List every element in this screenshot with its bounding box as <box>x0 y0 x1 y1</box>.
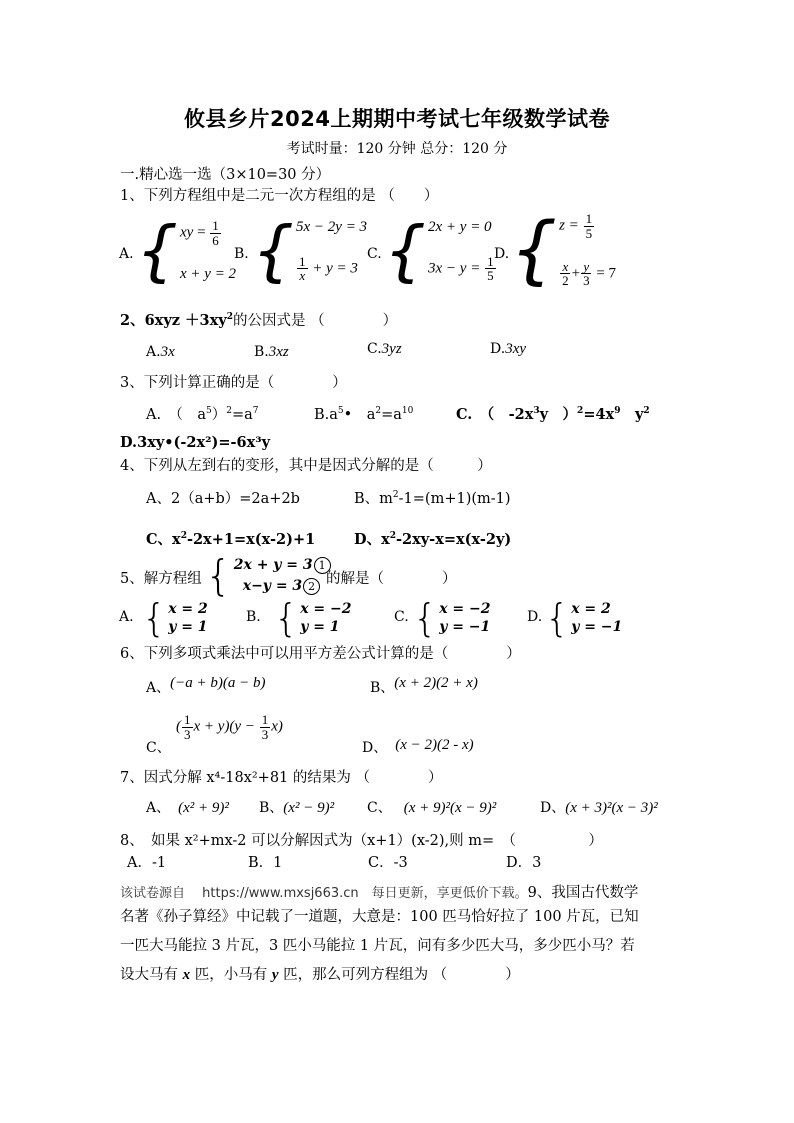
q7-option-a <box>146 797 229 817</box>
brace-icon: { <box>205 551 232 600</box>
source-notice: 该试卷源自 https://www.mxsj663.cn 每日更新，享更低价下载。 <box>120 886 528 901</box>
q2-option-d <box>490 341 526 358</box>
q4d-p2: -2xy-x=x(x-2y) <box>396 531 512 548</box>
q3a-sup3: 7 <box>252 406 259 416</box>
q6d-label: D、 <box>362 740 388 756</box>
q3c-sup2: 2 <box>577 406 584 416</box>
q6b-expr: (x + 2)(2 + x) <box>394 675 478 691</box>
q5-option-d-system <box>545 596 623 640</box>
q4c-p2: -2x+1=x(x-2)+1 <box>186 531 316 548</box>
q5d-line2: y = −1 <box>571 619 623 635</box>
q2-stem <box>120 309 397 330</box>
q5b-line1: x = −2 <box>300 601 352 617</box>
q4d-p1: D、x <box>354 531 390 548</box>
q7-stem: 7、因式分解 x⁴-18x²+81 的结果为 （ ） <box>120 770 443 786</box>
q3c-sup1: 3 <box>533 406 540 416</box>
q3a-p2: ） <box>211 407 227 423</box>
q7b-expr: (x² − 9)² <box>283 800 335 816</box>
q7a-expr: (x² + 9)² <box>178 800 229 816</box>
q2-option-b <box>254 344 289 361</box>
q8-stem: 8、 如果 x²+mx-2 可以分解因式为（x+1）(x-2),则 m= （ ） <box>120 833 603 849</box>
brace-icon: { <box>545 596 570 640</box>
q1-option-b-system <box>252 212 368 289</box>
q9-var-y: y <box>271 967 279 983</box>
q3a-p1: A. （ a <box>146 407 206 423</box>
q1-option-a-label: A. <box>119 246 134 262</box>
q9-body <box>120 903 680 990</box>
q4d-sup: 2 <box>389 531 396 541</box>
q7d-expr: (x + 3)²(x − 3)² <box>565 800 658 816</box>
q1d-fy-den: 3 <box>583 273 590 289</box>
q6a-label: A、 <box>146 680 171 696</box>
q1a-frac-num: 1 <box>212 218 219 233</box>
q6-stem: 6、下列多项式乘法中可以用平方差公式计算的是（ ） <box>120 646 521 662</box>
q7b-label: B、 <box>259 800 284 816</box>
q7c-label: C、 <box>367 800 392 816</box>
brace-icon: { <box>384 212 426 289</box>
q5b-line2: y = 1 <box>300 619 340 635</box>
q9-line2: 一匹大马能拉 3 片瓦，3 匹小马能拉 1 片瓦，问有多少匹大马，多少匹小马？若 <box>120 938 635 954</box>
q6-option-b <box>370 677 478 697</box>
brace-icon: { <box>136 212 178 289</box>
q6b-label: B、 <box>370 680 395 696</box>
q4-option-c <box>146 528 315 549</box>
q5-system <box>205 551 331 600</box>
q6-option-d <box>362 737 474 757</box>
q5-eq2: x−y = 3 <box>242 578 303 594</box>
q3c-p1: C. （ -2x <box>456 406 534 423</box>
q1d-line1: z = <box>559 217 583 234</box>
q2-b-expr: 3xz <box>268 344 289 360</box>
q1d-fx-num: x <box>562 258 569 274</box>
q3-option-a <box>146 403 258 424</box>
q4-option-a: A、2（a+b）=2a+2b <box>146 491 300 507</box>
q3b-p2: • a <box>343 407 376 423</box>
brace-icon: { <box>142 596 167 640</box>
q8-option-d: D．3 <box>506 855 542 871</box>
q3a-sup2: 2 <box>226 406 232 416</box>
q9-line3b: 匹，小马有 <box>190 967 272 983</box>
q6c-p1: ( <box>176 718 181 735</box>
q2-c-label: C. <box>367 341 382 357</box>
q5-option-a-label: A. <box>119 609 134 625</box>
q1c-frac-den: 5 <box>487 268 494 284</box>
q5c-line1: x = −2 <box>439 601 491 617</box>
q1a-line1: xy <box>180 224 194 241</box>
q4-option-d <box>354 528 511 549</box>
q8-option-b: B．1 <box>248 855 283 871</box>
q6c-p2: x + y)(y − <box>193 718 259 735</box>
q3b-p1: B.a <box>314 407 338 423</box>
q2-c-expr: 3yz <box>381 341 402 357</box>
q5d-line1: x = 2 <box>571 601 611 617</box>
q7-option-c <box>367 797 496 817</box>
q3b-sup2: 2 <box>375 406 382 416</box>
circled-number-2: 2 <box>303 578 320 595</box>
q4c-p1: C、x <box>146 531 181 548</box>
q6-option-a <box>146 677 265 697</box>
q1b-frac-den: x <box>299 268 306 284</box>
brace-icon: { <box>274 596 299 640</box>
q2-stem-a: 2、6xyz ＋3xy <box>120 312 227 329</box>
q2-option-c <box>367 341 402 358</box>
q1c-line1: 2x + y = 0 <box>428 219 492 235</box>
q7a-label: A、 <box>146 800 171 816</box>
q3a-p3: =a <box>231 407 253 423</box>
q3c-p2: y ） <box>539 406 578 423</box>
q1-option-c-system <box>384 212 497 289</box>
q4-option-b <box>354 487 511 508</box>
q2-a-expr: 3x <box>160 344 175 360</box>
q1b-line1: 5x − 2y = 3 <box>296 219 368 235</box>
q2-d-expr: 3xy <box>505 341 527 357</box>
q9-line1: 名著《孙子算经》中记载了一道题，大意是：100 匹马恰好拉了 100 片瓦，已知 <box>120 909 639 925</box>
q9-line3c: 匹，那么可列方程组为 （ ） <box>278 967 520 983</box>
q1d-fy-num: y <box>583 258 590 274</box>
q3b-sup1: 5 <box>337 406 344 416</box>
q7-option-b <box>259 797 334 817</box>
q1b-frac-num: 1 <box>299 253 306 269</box>
brace-icon: { <box>252 212 294 289</box>
q9-line3a: 设大马有 <box>120 967 183 983</box>
q6c-f1-num: 1 <box>184 712 191 727</box>
q5-option-b-label: B. <box>246 609 261 625</box>
q4c-sup: 2 <box>180 531 187 541</box>
q6a-expr: (−a + b)(a − b) <box>170 675 266 691</box>
q5-option-a-system <box>142 596 208 640</box>
q5-option-b-system <box>274 596 352 640</box>
q1d-eq: = 7 <box>592 265 617 282</box>
q5-eq1: 2x + y = 3 <box>233 557 313 573</box>
brace-icon: { <box>510 207 558 293</box>
q8-option-a: A．-1 <box>127 855 167 871</box>
q6c-p3: x) <box>271 718 283 735</box>
q7-option-d <box>540 797 658 817</box>
q5-option-c-label: C. <box>394 609 409 625</box>
q1d-plus: + <box>571 265 581 282</box>
q1-option-a-system <box>136 212 237 289</box>
q3b-sup3: 10 <box>401 406 414 416</box>
q1-option-b-label: B. <box>234 246 249 262</box>
q3c-p4: y <box>620 406 644 423</box>
q7c-expr: (x + 9)²(x − 9)² <box>403 800 497 816</box>
q6c-f2-num: 1 <box>261 712 269 727</box>
q1a-eq: = <box>193 224 210 241</box>
q1a-frac-den: 6 <box>212 232 219 248</box>
q5a-line2: y = 1 <box>168 619 208 635</box>
q3-option-d: D.3xy•(-2x²)=-6x³y <box>120 434 271 451</box>
q4b-sup: 2 <box>392 490 399 500</box>
q1-stem: 1、下列方程组中是二元一次方程组的是 （ ） <box>120 188 439 204</box>
circled-number-1: 1 <box>314 557 331 574</box>
q5-option-d-label: D. <box>527 609 543 625</box>
footer-line <box>120 881 638 902</box>
q2-d-label: D. <box>490 341 506 357</box>
q2-a-label: A. <box>146 344 161 360</box>
q6c-f2-den: 3 <box>261 726 269 742</box>
q8-option-c: C．-3 <box>368 855 408 871</box>
section-heading: 一.精心选一选（3×10=30 分） <box>120 167 331 183</box>
q3b-p3: =a <box>381 407 402 423</box>
q1d-frac-den: 5 <box>585 225 593 241</box>
exam-title: 攸县乡片2024上期期中考试七年级数学试卷 <box>184 107 610 131</box>
q1-option-d-label: D. <box>494 246 510 262</box>
q3c-p3: =4x <box>583 406 615 423</box>
q6-option-c-label: C、 <box>146 740 171 756</box>
q5-option-c-system <box>413 596 491 640</box>
q3a-sup1: 5 <box>205 406 212 416</box>
q2-option-a <box>146 344 175 361</box>
q5-stem-b: 的解是（ ） <box>326 571 457 587</box>
q6c-f1-den: 3 <box>184 726 191 742</box>
q2-stem-b: 的公因式是 （ ） <box>232 313 398 329</box>
q1d-fx-den: 2 <box>562 273 569 289</box>
q3-stem: 3、下列计算正确的是（ ） <box>120 375 347 391</box>
q1a-line2: x + y = 2 <box>180 266 237 282</box>
q7d-label: D、 <box>540 800 566 816</box>
q1-option-d-system <box>510 207 617 293</box>
q5a-line1: x = 2 <box>168 601 208 617</box>
q1b-line2: + y = 3 <box>308 260 358 277</box>
q1c-frac-num: 1 <box>487 253 494 269</box>
q3-option-c <box>456 403 650 424</box>
exam-info: 考试时量：120 分钟 总分：120 分 <box>286 141 508 157</box>
q1-option-c-label: C. <box>367 246 382 262</box>
q3c-sup4: 2 <box>643 406 650 416</box>
q6-option-c-expr <box>176 713 283 741</box>
brace-icon: { <box>413 596 438 640</box>
q4-stem: 4、下列从左到右的变形，其中是因式分解的是（ ） <box>120 458 492 474</box>
q9-start: 9、我国古代数学 <box>527 885 639 901</box>
q3-option-b <box>314 403 413 424</box>
q1d-frac-num: 1 <box>585 211 593 226</box>
q4b-p1: B、m <box>354 491 393 507</box>
q9-var-x: x <box>182 967 191 983</box>
q5-stem-a: 5、解方程组 <box>120 571 202 587</box>
q5c-line2: y = −1 <box>439 619 491 635</box>
q3c-sup3: 9 <box>614 406 621 416</box>
q2-stem-sup: 2 <box>226 312 233 322</box>
q1c-line2: 3x − y = <box>428 260 485 277</box>
q6d-expr: (x − 2)(2 - x) <box>395 737 474 753</box>
q2-b-label: B. <box>254 344 269 360</box>
q4b-p2: -1=(m+1)(m-1) <box>398 491 511 507</box>
